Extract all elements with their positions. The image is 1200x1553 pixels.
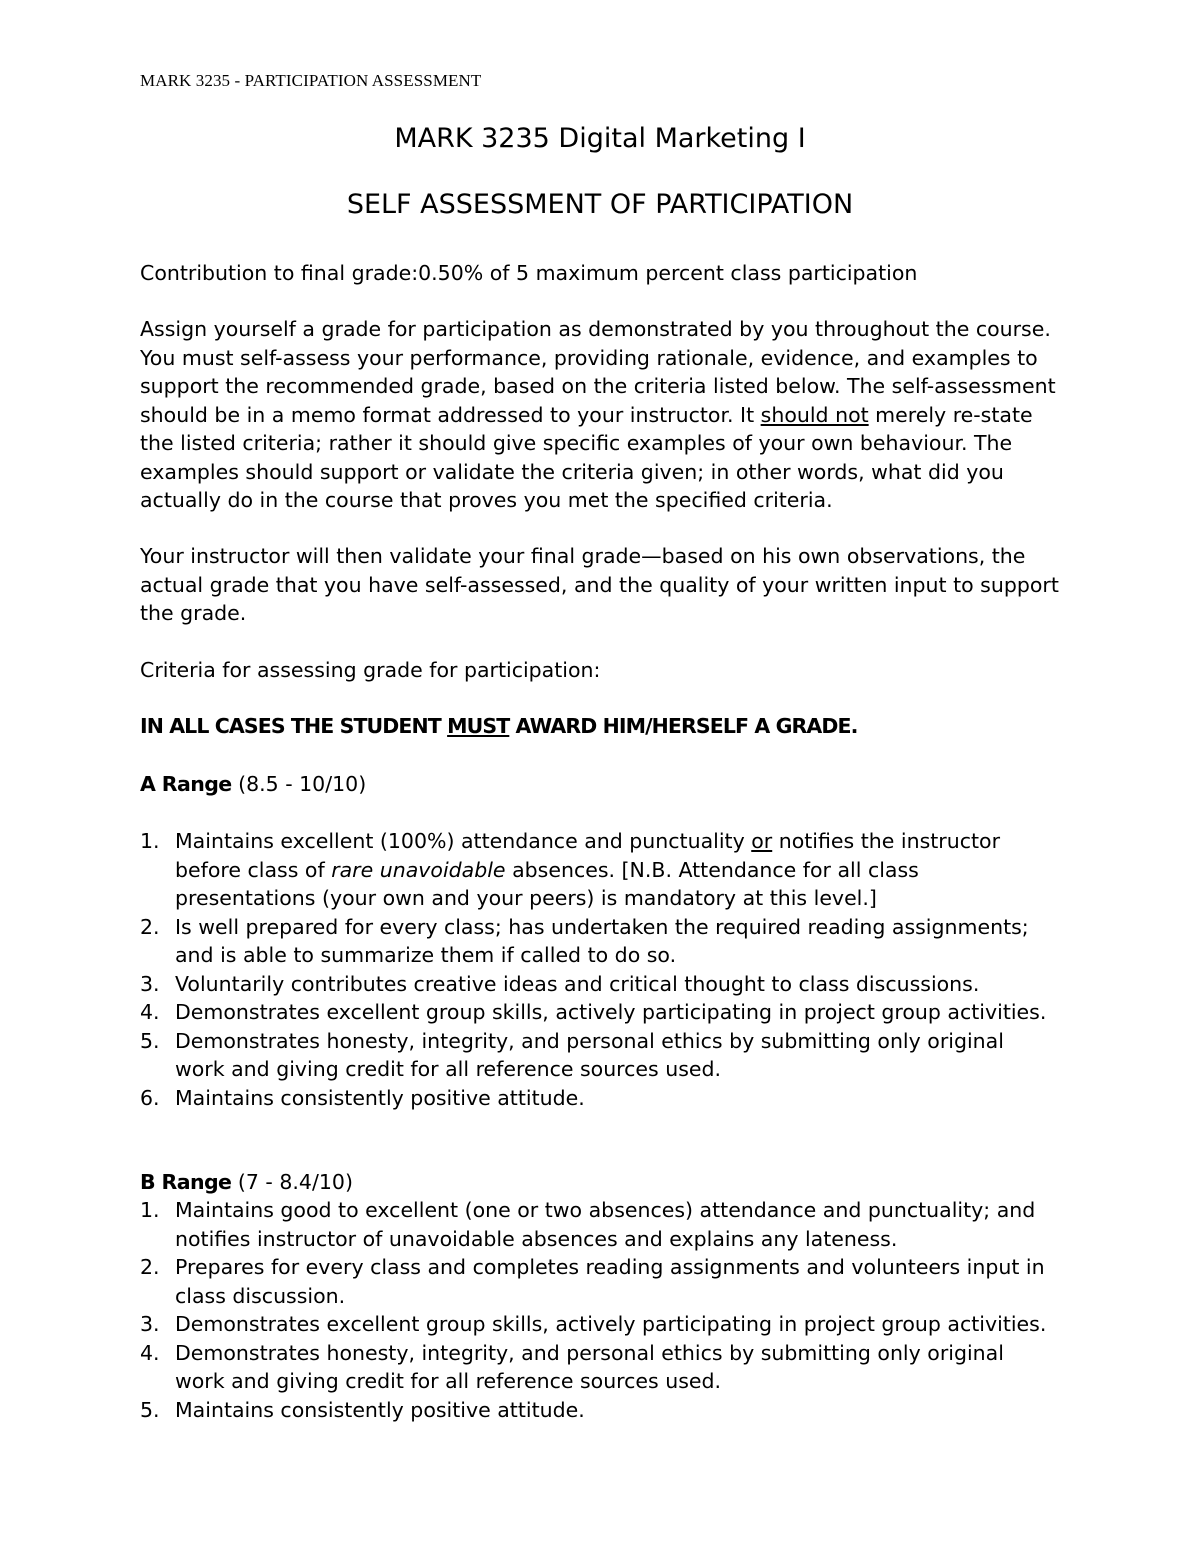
list-item-number: 5. (140, 1028, 160, 1053)
list-item (140, 1027, 1060, 1084)
a-range-criteria (140, 827, 1060, 1112)
list-item-number: 3. (140, 971, 160, 996)
document-title: MARK 3235 Digital Marketing I (394, 123, 806, 154)
a-range-heading (140, 770, 1060, 799)
list-item (140, 827, 1060, 913)
list-item (140, 1084, 1060, 1113)
b-range-criteria (140, 1196, 1060, 1424)
list-item (140, 998, 1060, 1027)
list-item-text: Maintains consistently positive attitude. (175, 1397, 585, 1422)
list-item-number: 4. (140, 1000, 160, 1024)
mandate-text-before: IN ALL CASES THE STUDENT (140, 714, 448, 738)
list-item-text: Demonstrates excellent group skills, actively participating in project group activities. (175, 1000, 1047, 1024)
list-item-text: Maintains excellent (100%) attendance and punctuality (175, 829, 752, 853)
list-item (140, 1396, 1060, 1425)
b-range-label: B Range (140, 1170, 232, 1194)
list-item (140, 1253, 1060, 1310)
list-item (140, 1310, 1060, 1339)
list-item-text: Maintains consistently positive attitude. (175, 1085, 585, 1110)
list-item-text: Demonstrates honesty, integrity, and personal ethics by submitting only original work and giving credit for all reference sources used. (175, 1028, 1004, 1081)
list-item-text: Prepares for every class and completes reading assignments and volunteers input in class discussion. (175, 1255, 1045, 1308)
instructions-emphasis: should not (760, 402, 869, 427)
list-item-italic: rare unavoidable (331, 857, 506, 882)
list-item (140, 1196, 1060, 1253)
mandate-text-after: AWARD HIM/HERSELF A GRADE. (509, 714, 858, 738)
list-item-text: Demonstrates honesty, integrity, and personal ethics by submitting only original work and giving credit for all reference sources used. (175, 1340, 1004, 1393)
b-range-heading (140, 1168, 1060, 1197)
instructions-text-part2: merely re-state the listed criteria; rather it should give specific examples of your own behaviour. The examples should support or validate the criteria given; in other words, what did you actually do in the course that proves you met the specified criteria. (140, 402, 1033, 512)
a-range-values: (8.5 - 10/10) (231, 772, 367, 796)
mandate-emphasis: MUST (447, 714, 510, 738)
list-item-number: 3. (140, 1312, 160, 1336)
list-item-text: notifies the instructor before class of (175, 829, 1000, 882)
list-item-number: 4. (140, 1340, 160, 1365)
list-item-number: 2. (140, 1255, 160, 1279)
list-item-number: 1. (140, 829, 160, 853)
list-item-text: absences. [N.B. Attendance for all class presentations (your own and your peers) is mandatory at this level.] (175, 857, 919, 910)
list-item-number: 1. (140, 1198, 160, 1222)
instructions-text-part1: Assign yourself a grade for participation as demonstrated by you throughout the course. You must self-assess your performance, providing rationale, evidence, and examples to support the recommended grade, based on the criteria listed below. The self-assessment should be in a memo format addressed to your instructor. It (140, 317, 1056, 427)
list-item (140, 970, 1060, 999)
list-item-number: 5. (140, 1397, 160, 1422)
mandate-statement (140, 712, 1060, 741)
instructions-paragraph (140, 315, 1060, 515)
running-header: MARK 3235 - PARTICIPATION ASSESSMENT (140, 71, 482, 90)
validation-text: Your instructor will then validate your final grade—based on his own observations, the actual grade that you have self-assessed, and the quality of your written input to support the grade. (140, 544, 1059, 625)
list-item-text: Maintains good to excellent (one or two absences) attendance and punctuality; and notifies instructor of unavoidable absences and explains any lateness. (175, 1198, 1036, 1251)
b-range-values: (7 - 8.4/10) (231, 1170, 353, 1194)
validation-paragraph (140, 542, 1060, 628)
document-subtitle: SELF ASSESSMENT OF PARTICIPATION (346, 189, 854, 220)
grade-contribution-text: Contribution to final grade:0.50% of 5 maximum percent class participation (140, 261, 918, 285)
criteria-intro (140, 656, 1060, 685)
list-item-number: 6. (140, 1085, 160, 1110)
list-item-text: Is well prepared for every class; has undertaken the required reading assignments; and is able to summarize them if called to do so. (175, 914, 1029, 967)
list-item (140, 1339, 1060, 1396)
grade-contribution (140, 259, 1060, 288)
criteria-intro-text: Criteria for assessing grade for participation: (140, 658, 601, 682)
list-item-emphasis: or (751, 829, 773, 853)
list-item-text: Demonstrates excellent group skills, actively participating in project group activities. (175, 1312, 1047, 1336)
list-item (140, 913, 1060, 970)
a-range-label: A Range (140, 772, 232, 796)
list-item-text: Voluntarily contributes creative ideas and critical thought to class discussions. (175, 971, 980, 996)
list-item-number: 2. (140, 914, 160, 939)
